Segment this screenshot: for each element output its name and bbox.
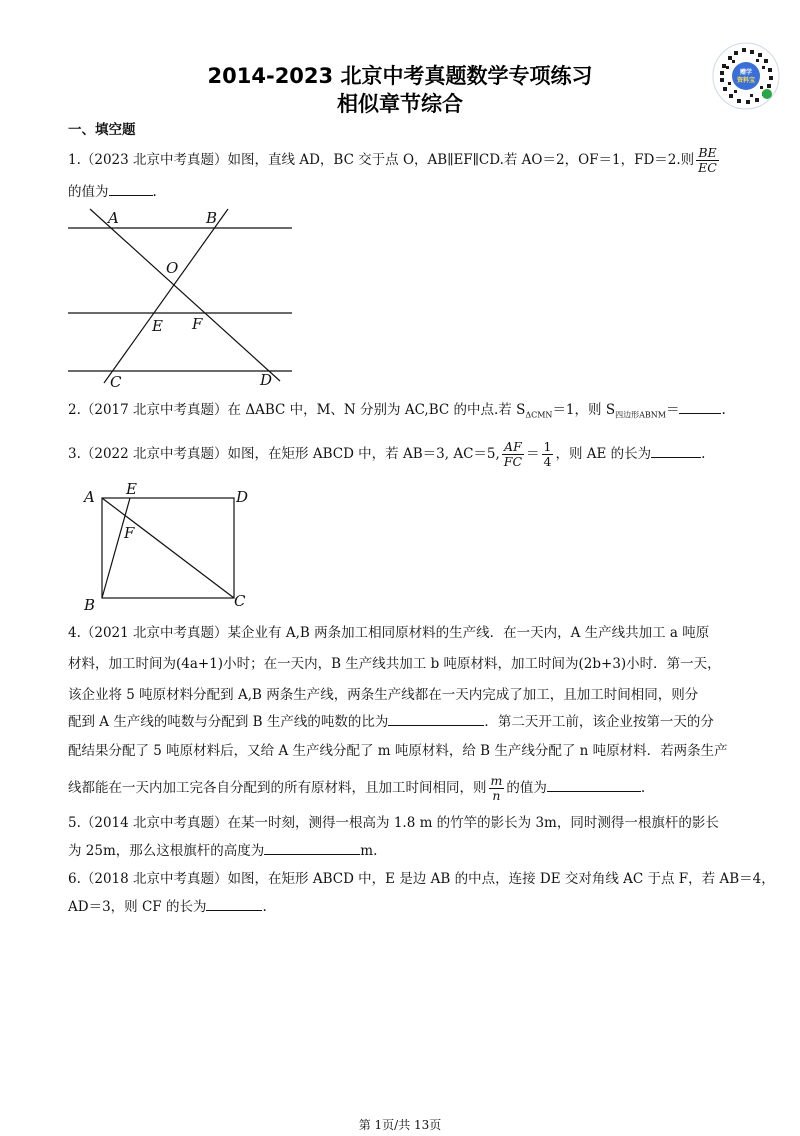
q3-label-d: D — [236, 488, 249, 506]
q2-end: . — [721, 402, 726, 418]
q1-answer-blank[interactable] — [109, 184, 153, 196]
q4-frac-den: n — [492, 788, 501, 803]
page-title: 2014-2023 北京中考真题数学专项练习 — [207, 64, 593, 88]
q3-frac1-num: AF — [502, 440, 524, 455]
q2-sub-1: ΔCMN — [525, 410, 553, 420]
q4-text-6a: 线都能在一天内加工完各自分配到的所有原材料，且加工时间相同，则 — [68, 780, 487, 796]
q1-label-c: C — [110, 373, 122, 391]
q1-text-2: 的值为 — [68, 184, 109, 200]
q4-fraction — [489, 774, 505, 803]
q1-fraction — [696, 146, 719, 175]
q3-label-f: F — [124, 524, 135, 542]
q5-text-2b: m. — [360, 843, 378, 859]
q1-end: . — [152, 184, 157, 200]
svg-text:资料宝: 资料宝 — [736, 77, 756, 84]
q3-label-a: A — [84, 488, 95, 506]
q2-sub-2: 四边形ABNM — [615, 410, 666, 420]
question-1 — [68, 146, 740, 175]
q3-label-e: E — [126, 480, 137, 498]
q3-figure — [80, 480, 260, 615]
q4-answer-blank-2[interactable] — [547, 780, 641, 792]
question-5-line-1: 5.（2014 北京中考真题）在某一时刻，测得一根高为 1.8 m 的竹竿的影长为 3m，同时测得一根旗杆的影长 — [68, 815, 719, 831]
question-4-line-2: 材料，加工时间为(4a+1)小时；在一天内，B 生产线共加工 b 吨原材料，加工时间为(2b+3)小时．第一天， — [68, 656, 721, 672]
q3-label-c: C — [234, 592, 246, 610]
q1-label-f: F — [192, 315, 203, 333]
q3-text: 3.（2022 北京中考真题）如图，在矩形 ABCD 中，若 AB＝3, AC＝5, — [68, 446, 500, 462]
q3-frac2-den: 4 — [543, 454, 552, 469]
q3-end: . — [701, 446, 706, 462]
q5-text-2a: 为 25m，那么这根旗杆的高度为 — [68, 843, 265, 859]
q4-text-4a: 配到 A 生产线的吨数与分配到 B 生产线的吨数的比为 — [68, 714, 389, 730]
q1-label-d: D — [260, 371, 273, 389]
question-4-line-4 — [68, 713, 740, 731]
q3-frac2-num: 1 — [543, 439, 552, 454]
q1-label-b: B — [206, 209, 218, 227]
q1-label-a: A — [108, 209, 119, 227]
q3-fraction-2 — [542, 440, 554, 469]
q6-answer-blank[interactable] — [206, 899, 262, 911]
q1-figure — [60, 205, 310, 395]
question-5-line-2 — [68, 842, 740, 860]
question-3 — [68, 440, 740, 469]
q2-text-mid: ＝1，则 S — [552, 402, 616, 418]
page-subtitle: 相似章节综合 — [337, 92, 463, 116]
q4-frac-num: m — [490, 773, 503, 788]
q3-eq: ＝ — [526, 446, 540, 462]
question-6-line-1: 6.（2018 北京中考真题）如图，在矩形 ABCD 中，E 是边 AB 的中点，连接 DE 交对角线 AC 于点 F，若 AB＝4， — [68, 871, 775, 887]
q3-text-post: ，则 AE 的长为 — [555, 446, 652, 462]
svg-text:赠学: 赠学 — [739, 69, 753, 76]
section-heading: 一、填空题 — [68, 122, 136, 138]
qr-code — [712, 42, 780, 110]
q2-text-post: ＝ — [665, 402, 680, 418]
question-6-line-2 — [68, 898, 740, 916]
q4-text-4b: ．第二天开工前，该企业按第一天的分 — [484, 714, 714, 730]
q1-label-o: O — [166, 259, 179, 277]
q4-text-6b: 的值为 — [506, 780, 547, 796]
q3-frac1-den: FC — [503, 454, 523, 469]
question-4-line-6 — [68, 774, 740, 803]
q1-label-e: E — [152, 317, 163, 335]
q4-answer-blank-1[interactable] — [388, 714, 484, 726]
page-footer: 第 1页/共 13页 — [358, 1118, 442, 1132]
q1-frac-den: EC — [698, 160, 717, 175]
q2-text: 2.（2017 北京中考真题）在 ΔABC 中，M、N 分别为 AC,BC 的中点.若 S — [68, 402, 526, 418]
q1-frac-num: BE — [696, 146, 719, 161]
q1-text: 1.（2023 北京中考真题）如图，直线 AD，BC 交于点 O，AB∥EF∥CD.若 AO＝2，OF＝1，FD＝2.则 — [68, 152, 695, 168]
question-4-line-1: 4.（2021 北京中考真题）某企业有 A,B 两条加工相同原材料的生产线．在一天内，A 生产线共加工 a 吨原 — [68, 625, 710, 641]
question-1-cont — [68, 183, 740, 201]
q3-answer-blank[interactable] — [651, 446, 701, 458]
q2-answer-blank[interactable] — [679, 402, 721, 414]
question-4-line-5: 配结果分配了 5 吨原材料后，又给 A 生产线分配了 m 吨原材料，给 B 生产线分配了 n 吨原材料．若两条生产 — [68, 743, 728, 759]
q5-answer-blank[interactable] — [264, 843, 360, 855]
question-2 — [68, 401, 740, 425]
q3-label-b: B — [84, 596, 96, 614]
q4-end: . — [640, 780, 646, 796]
q6-text-2b: . — [262, 899, 267, 915]
q6-text-2a: AD＝3，则 CF 的长为 — [68, 899, 207, 915]
question-4-line-3: 该企业将 5 吨原材料分配到 A,B 两条生产线，两条生产线都在一天内完成了加工，且加工时间相同，则分 — [68, 687, 699, 703]
q3-fraction-1 — [502, 440, 524, 469]
